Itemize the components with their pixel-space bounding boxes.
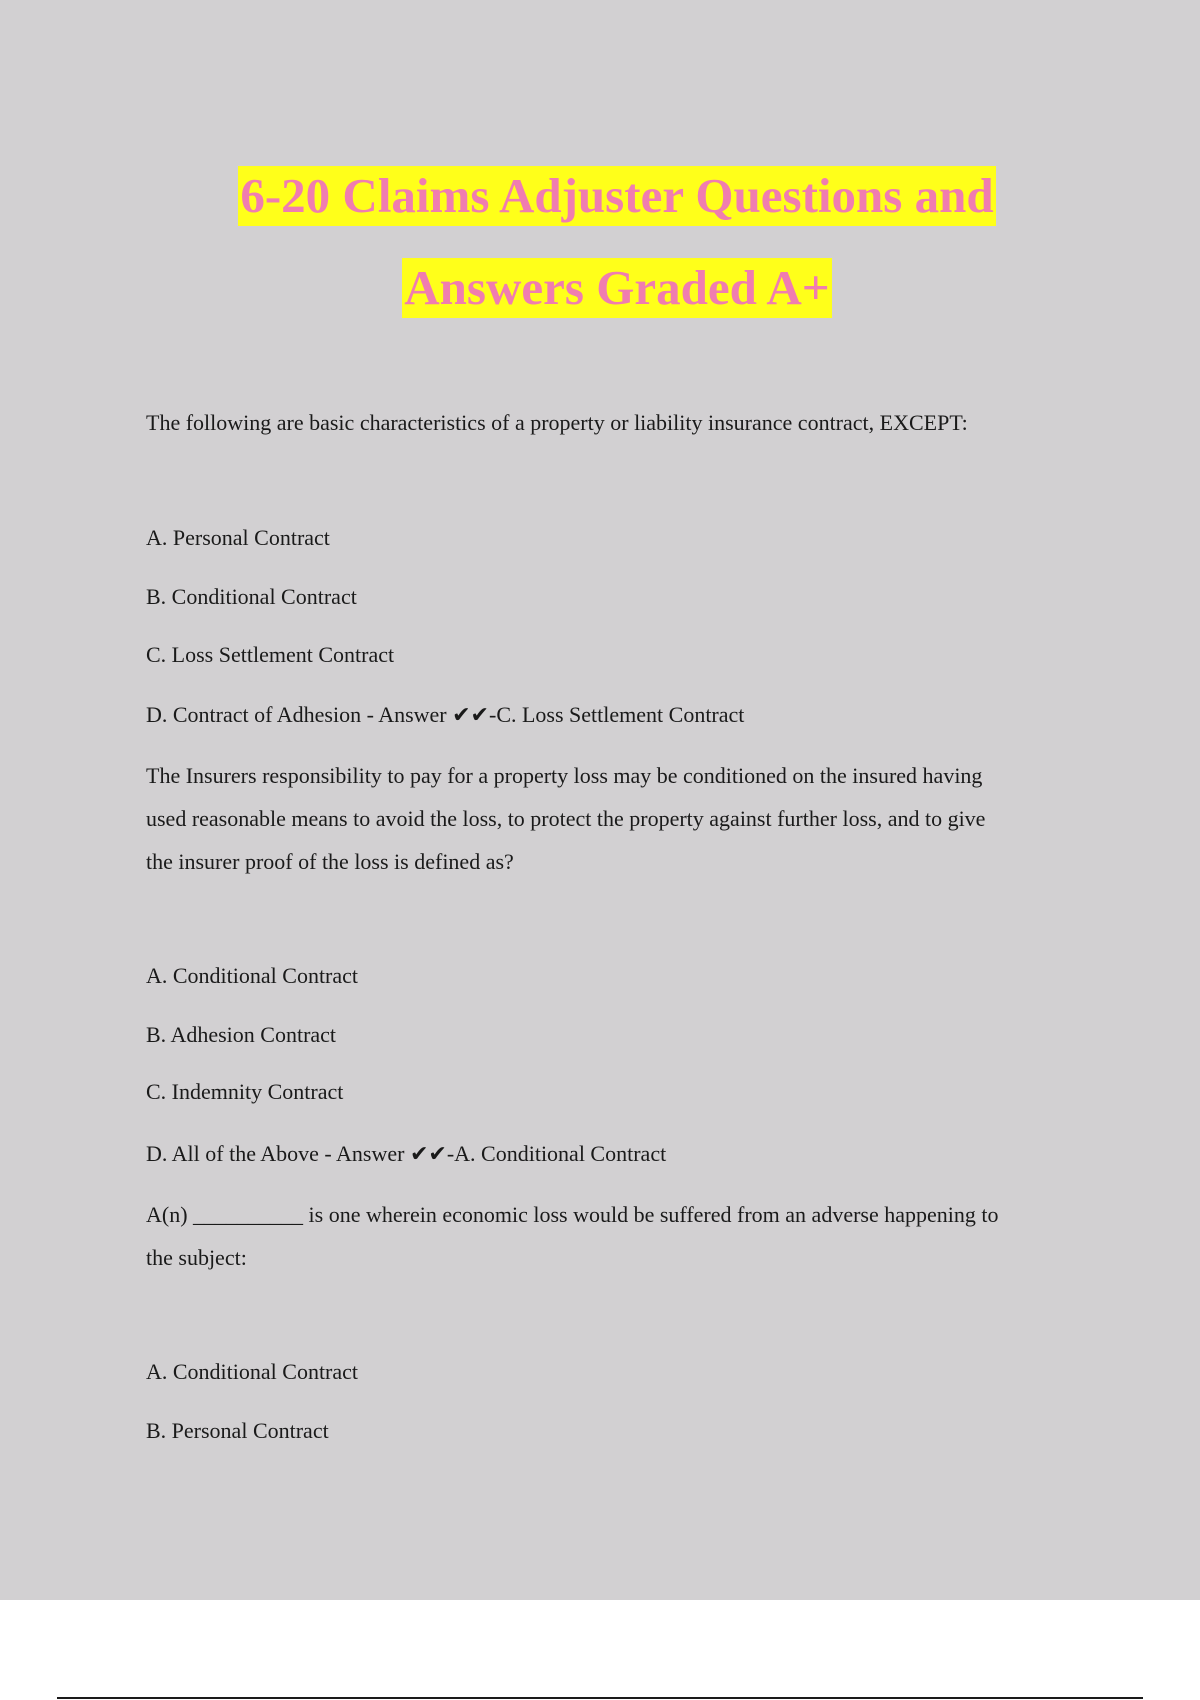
title-text-1: 6-20 Claims Adjuster Questions and bbox=[238, 166, 995, 226]
question-1-option-b: B. Conditional Contract bbox=[146, 584, 357, 609]
question-3-prompt-line-2: the subject: bbox=[146, 1245, 247, 1270]
title-line-2 bbox=[0, 258, 1200, 350]
title-line-1 bbox=[0, 166, 1200, 258]
footer-divider bbox=[57, 1697, 1143, 1699]
question-3-option-b: B. Personal Contract bbox=[146, 1418, 329, 1443]
question-1-option-d-answer: D. Contract of Adhesion - Answer ✔✔-C. Loss Settlement Contract bbox=[146, 702, 745, 727]
title-text-2: Answers Graded A+ bbox=[402, 258, 831, 318]
document-title bbox=[0, 166, 1200, 350]
question-2-option-c: C. Indemnity Contract bbox=[146, 1079, 344, 1104]
question-1-option-c: C. Loss Settlement Contract bbox=[146, 642, 395, 667]
question-2-option-a: A. Conditional Contract bbox=[146, 963, 359, 988]
question-2-option-d-answer: D. All of the Above - Answer ✔✔-A. Conditional Contract bbox=[146, 1141, 667, 1166]
question-1-prompt: The following are basic characteristics of a property or liability insurance contract, EXCEPT: bbox=[146, 410, 968, 435]
question-2-prompt-line-3: the insurer proof of the loss is defined as? bbox=[146, 849, 514, 874]
question-1-option-a: A. Personal Contract bbox=[146, 525, 330, 550]
question-3-option-a: A. Conditional Contract bbox=[146, 1359, 359, 1384]
question-2-prompt-line-1: The Insurers responsibility to pay for a property loss may be conditioned on the insured having bbox=[146, 763, 983, 788]
question-2-prompt-line-2: used reasonable means to avoid the loss, to protect the property against further loss, and to give bbox=[146, 806, 986, 831]
question-3-prompt-line-1: A(n) __________ is one wherein economic loss would be suffered from an adverse happening to bbox=[146, 1202, 999, 1227]
question-2-option-b: B. Adhesion Contract bbox=[146, 1022, 337, 1047]
